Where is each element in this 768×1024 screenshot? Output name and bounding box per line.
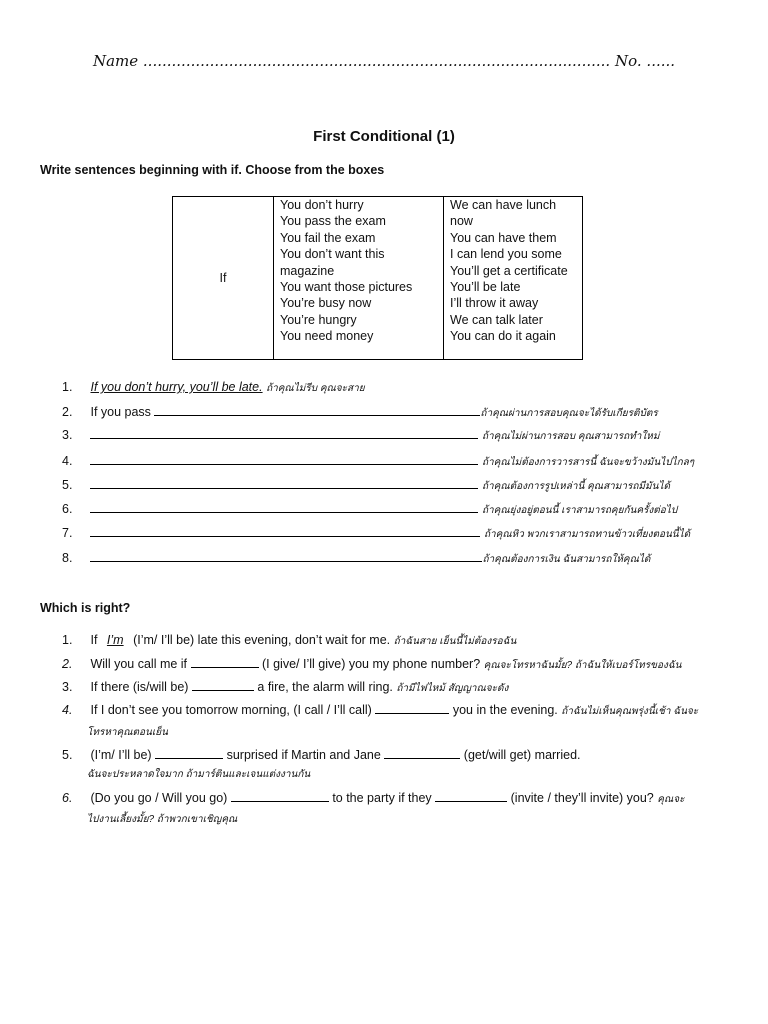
item-number: 1.	[62, 633, 73, 647]
exercise2-item-4	[62, 702, 698, 719]
answer-blank[interactable]	[192, 679, 254, 691]
result-item: now	[450, 214, 473, 229]
condition-item: You don’t want this	[280, 247, 385, 262]
condition-item: You’re hungry	[280, 312, 357, 327]
number-dots: ......	[646, 52, 676, 70]
number-label: No.	[614, 52, 642, 70]
exercise1-item-7	[62, 524, 690, 542]
item-number: 5.	[62, 478, 73, 492]
example-answer: I’m	[106, 633, 124, 647]
exercise2-item-1	[62, 633, 516, 649]
worksheet-title: First Conditional (1)	[313, 128, 455, 145]
instruction-heading: Write sentences beginning with if. Choose from the boxes	[40, 163, 385, 177]
item-number: 8.	[62, 551, 73, 565]
answer-blank[interactable]	[375, 702, 449, 714]
result-item: We can talk later	[450, 312, 543, 327]
answer-line[interactable]	[154, 403, 480, 416]
thai-hint: ถ้าคุณไม่ผ่านการสอบ คุณสามารถทำใหม่	[481, 431, 660, 442]
answer-line[interactable]	[90, 500, 478, 513]
thai-hint-continued: ไปงานเลี้ยงมั้ย? ถ้าพวกเขาเชิญคุณ	[87, 814, 238, 825]
sentence-end: (I give/ I’ll give) you my phone number?	[262, 657, 481, 671]
sentence-start: If	[90, 633, 98, 647]
exercise1-item-1	[62, 380, 365, 396]
item-number: 7.	[62, 526, 73, 540]
result-item: You can do it again	[450, 329, 556, 344]
thai-hint: ถ้ามีไฟไหม้ สัญญาณจะดัง	[396, 683, 509, 694]
answer-line[interactable]	[90, 524, 480, 537]
answer-blank[interactable]	[231, 790, 329, 802]
condition-item: You want those pictures	[280, 280, 413, 295]
sentence-middle: to the party if they	[332, 791, 432, 805]
thai-hint: คุณจะ	[657, 794, 685, 805]
example-answer: If you don’t hurry, you’ll be late.	[90, 380, 263, 394]
thai-hint: คุณจะโทรหาฉันมั้ย? ถ้าฉันให้เบอร์โทรของฉัน	[483, 660, 682, 671]
answer-blank[interactable]	[191, 656, 259, 668]
name-dots: ..................................................................................................	[142, 52, 611, 70]
condition-item: You need money	[280, 329, 374, 344]
result-item: We can have lunch	[450, 198, 557, 212]
if-label: If	[219, 270, 227, 285]
item-number: 3.	[62, 428, 73, 442]
item-number: 2.	[62, 405, 73, 419]
exercise2-item-6	[62, 790, 684, 807]
condition-item: You pass the exam	[280, 214, 386, 229]
answer-blank[interactable]	[384, 747, 460, 759]
answer-line[interactable]	[90, 476, 478, 489]
thai-hint-continued: โทรหาคุณตอนเย็น	[87, 727, 168, 738]
result-item: I can lend you some	[450, 247, 562, 262]
sentence-start: If there (is/will be)	[90, 680, 189, 694]
sentence-end: (I’m/ I’ll be) late this evening, don’t wait for me.	[133, 633, 391, 647]
sentence-end: (get/will get) married.	[463, 748, 581, 762]
answer-blank[interactable]	[435, 790, 507, 802]
thai-hint: ถ้าคุณหิว พวกเราสามารถทานข้าวเที่ยงตอนนี้ได้	[483, 529, 691, 540]
thai-hint: ถ้าคุณผ่านการสอบคุณจะได้รับเกียรติบัตร	[480, 408, 658, 419]
condition-item: You’re busy now	[280, 296, 372, 311]
item-number: 4.	[62, 454, 73, 468]
exercise1-item-6	[62, 500, 677, 518]
item-number: 6.	[62, 502, 73, 516]
item-number: 5.	[62, 748, 73, 762]
thai-hint: ฉันจะประหลาดใจมาก ถ้ามาร์ตินและเจนแต่งงานกัน	[87, 769, 311, 780]
thai-hint: ถ้าคุณยุ่งอยู่ตอนนี้ เราสามารถคุยกันครั้งต่อไป	[481, 505, 678, 516]
conditions-cell	[274, 197, 444, 360]
thai-hint: ถ้าคุณไม่รีบ คุณจะสาย	[266, 383, 365, 394]
sentence-end: (invite / they’ll invite) you?	[510, 791, 654, 805]
sentence-start: (Do you go / Will you go)	[90, 791, 228, 805]
exercise1-item-2	[62, 403, 658, 421]
results-cell	[444, 197, 583, 360]
sentence-middle: surprised if Martin and Jane	[226, 748, 381, 762]
result-item: I’ll throw it away	[450, 296, 539, 311]
item-number: 6.	[62, 791, 73, 805]
item-number: 2.	[62, 657, 73, 671]
thai-hint: ถ้าคุณต้องการเงิน ฉันสามารถให้คุณได้	[482, 554, 651, 565]
answer-line[interactable]	[90, 426, 478, 439]
exercise1-item-8	[62, 549, 650, 567]
condition-item: You fail the exam	[280, 230, 376, 245]
answer-line[interactable]	[90, 452, 478, 465]
result-item: You’ll be late	[450, 280, 521, 295]
sentence-end: a fire, the alarm will ring.	[257, 680, 393, 694]
if-cell	[173, 197, 274, 360]
thai-hint: ถ้าคุณต้องการรูปเหล่านี้ คุณสามารถมีมันได้	[481, 481, 670, 492]
result-item: You’ll get a certificate	[450, 263, 568, 278]
item-number: 4.	[62, 703, 73, 717]
condition-item: You don’t hurry	[280, 198, 364, 212]
sentence-start: (I’m/ I’ll be)	[90, 748, 152, 762]
which-is-right-heading: Which is right?	[40, 601, 131, 615]
condition-item: magazine	[280, 263, 335, 278]
name-number-line	[0, 52, 768, 70]
exercise1-item-5	[62, 476, 670, 494]
thai-hint: ถ้าฉันสาย เย็นนี้ไม่ต้องรอฉัน	[393, 636, 517, 647]
exercise1-item-3	[62, 426, 659, 444]
thai-hint: ถ้าคุณไม่ต้องการวารสารนี้ ฉันจะขว้างมันไปไกลๆ	[481, 457, 695, 468]
sentence-end: you in the evening.	[452, 703, 558, 717]
exercise2-item-2	[62, 656, 681, 673]
item-number: 3.	[62, 680, 73, 694]
sentence-start: If I don’t see you tomorrow morning, (I call / I’ll call)	[90, 703, 372, 717]
exercise1-item-4	[62, 452, 694, 470]
item-prefix: If you pass	[90, 405, 151, 419]
sentence-start: Will you call me if	[90, 657, 188, 671]
answer-line[interactable]	[90, 549, 482, 562]
name-label: Name	[92, 52, 139, 70]
choice-boxes-table	[172, 196, 583, 360]
result-item: You can have them	[450, 230, 557, 245]
answer-blank[interactable]	[155, 747, 223, 759]
item-number: 1.	[62, 380, 73, 394]
exercise2-item-3	[62, 679, 508, 696]
exercise2-item-5	[62, 747, 581, 762]
thai-hint: ถ้าฉันไม่เห็นคุณพรุ่งนี้เช้า ฉันจะ	[561, 706, 699, 717]
